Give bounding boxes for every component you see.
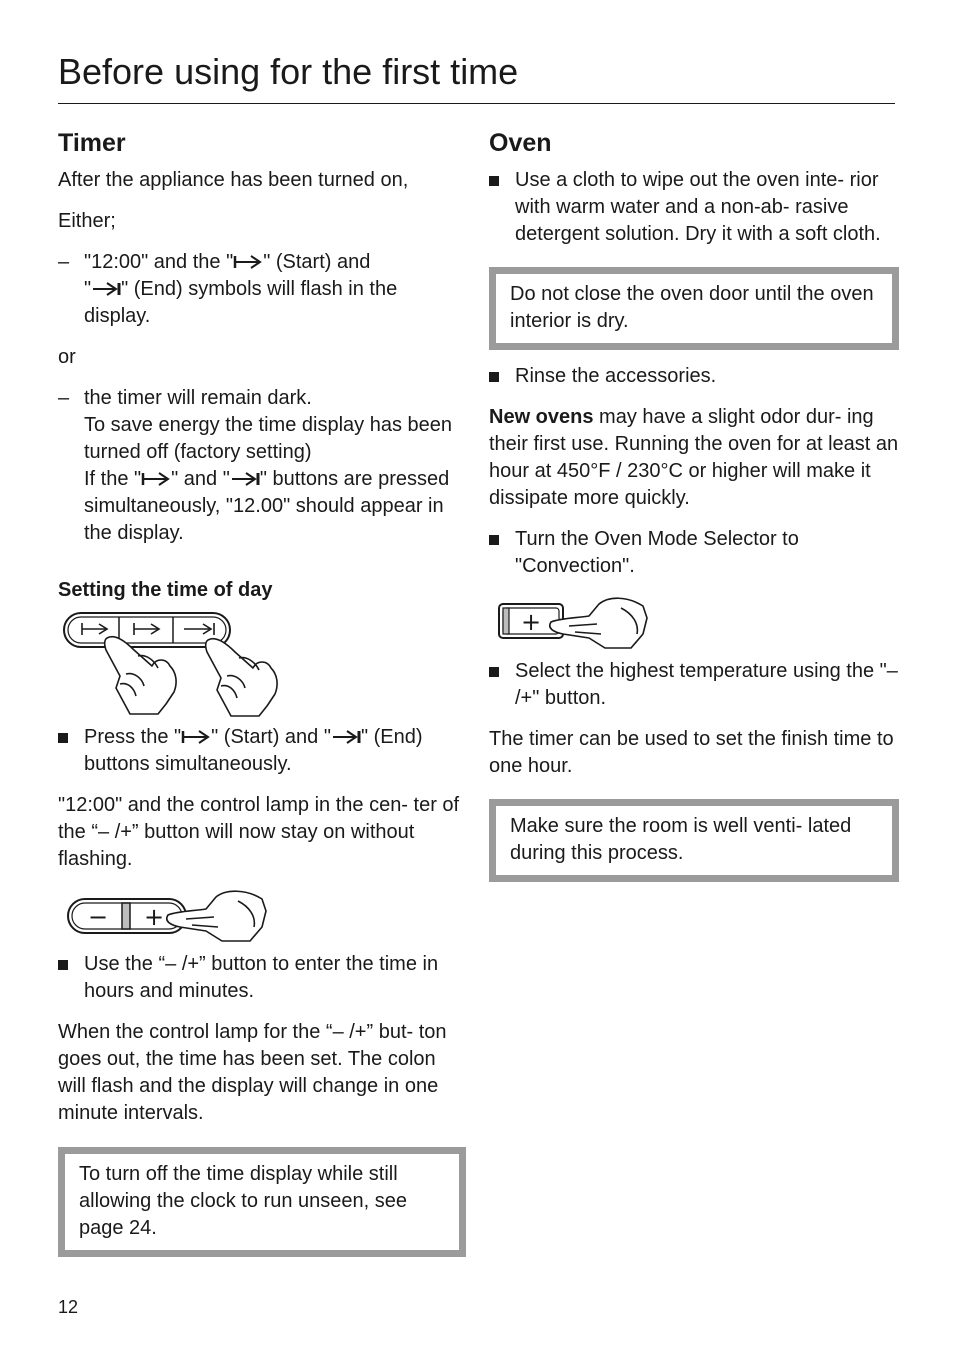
minus-plus-button-figure	[66, 887, 296, 947]
timer-heading: Timer	[58, 129, 126, 157]
oven-door-note: Do not close the oven door until the oven interior is dry.	[489, 267, 899, 350]
end-icon	[91, 281, 121, 297]
timer-either: Either;	[58, 210, 116, 232]
hand-icon	[206, 639, 277, 716]
highest-temperature-step: Select the highest temperature using the "– /+" button.	[489, 658, 899, 712]
timer-intro: After the appliance has been turned on,	[58, 169, 409, 191]
bullet-square-icon	[489, 667, 499, 677]
start-icon	[233, 254, 263, 270]
hand-icon	[167, 891, 266, 941]
bullet-square-icon	[489, 535, 499, 545]
control-lamp-paragraph: "12:00" and the control lamp in the cen- ter of the “– /+” button will now stay on without flashing.	[58, 794, 460, 870]
oven-heading: Oven	[489, 129, 552, 157]
plus-glyph: +	[520, 608, 542, 636]
dash-marker: –	[58, 251, 70, 273]
ventilation-note: Make sure the room is well venti- lated during this process.	[489, 799, 899, 882]
hand-icon	[105, 637, 176, 714]
start-end-buttons-figure	[62, 610, 302, 722]
end-icon	[230, 471, 260, 487]
plus-button-figure	[497, 594, 657, 656]
minus-glyph: −	[87, 903, 109, 931]
setting-time-heading: Setting the time of day	[58, 579, 273, 601]
start-icon	[141, 471, 171, 487]
time-display-note: To turn off the time display while still allowing the clock to run unseen, see page 24.	[58, 1147, 466, 1257]
oven-column	[489, 126, 899, 896]
title-divider	[58, 103, 895, 104]
start-icon	[134, 623, 159, 635]
timer-or: or	[58, 346, 76, 368]
bullet-square-icon	[58, 960, 68, 970]
end-icon	[184, 623, 214, 635]
finish-time-paragraph: The timer can be used to set the finish time to one hour.	[489, 728, 894, 777]
new-ovens-paragraph: New ovens may have a slight odor dur- ing their first use. Running the oven for at least an hour at 450°F / 230°C or higher will make it dissipate more quickly.	[489, 406, 899, 509]
dash-marker: –	[58, 387, 70, 409]
timer-dash-item-dark: – the timer will remain dark. To save energy the time display has been turned off (factory setting) If the " " and " " buttons are pressed simultaneously, "12.00" should appear in the display.	[58, 387, 452, 544]
mode-selector-step: Turn the Oven Mode Selector to "Convection".	[489, 526, 899, 580]
start-icon	[181, 729, 211, 745]
timer-dash-item-flash: – "12:00" and the " " (Start) and " " (End) symbols will flash in the display.	[58, 251, 398, 327]
plus-glyph: +	[143, 903, 165, 931]
bullet-square-icon	[489, 372, 499, 382]
rinse-accessories-step: Rinse the accessories.	[489, 363, 899, 390]
start-icon	[82, 623, 107, 635]
bullet-square-icon	[489, 176, 499, 186]
wipe-oven-step: Use a cloth to wipe out the oven inte- rior with warm water and a non-ab- rasive detergent solution. Dry it with a soft cloth.	[489, 167, 899, 248]
end-icon	[331, 729, 361, 745]
page-title: Before using for the first time	[58, 51, 519, 92]
time-set-paragraph: When the control lamp for the “– /+” but- ton goes out, the time has been set. The colon will flash and the display will change in one minute intervals.	[58, 1021, 447, 1124]
page-number: 12	[58, 1297, 79, 1317]
timer-column	[58, 126, 466, 1271]
hand-icon	[550, 598, 647, 648]
press-start-end-step: Press the " " (Start) and " " (End) buttons simultaneously.	[58, 724, 466, 778]
bullet-square-icon	[58, 733, 68, 743]
enter-time-step: Use the “– /+” button to enter the time in hours and minutes.	[58, 951, 466, 1005]
